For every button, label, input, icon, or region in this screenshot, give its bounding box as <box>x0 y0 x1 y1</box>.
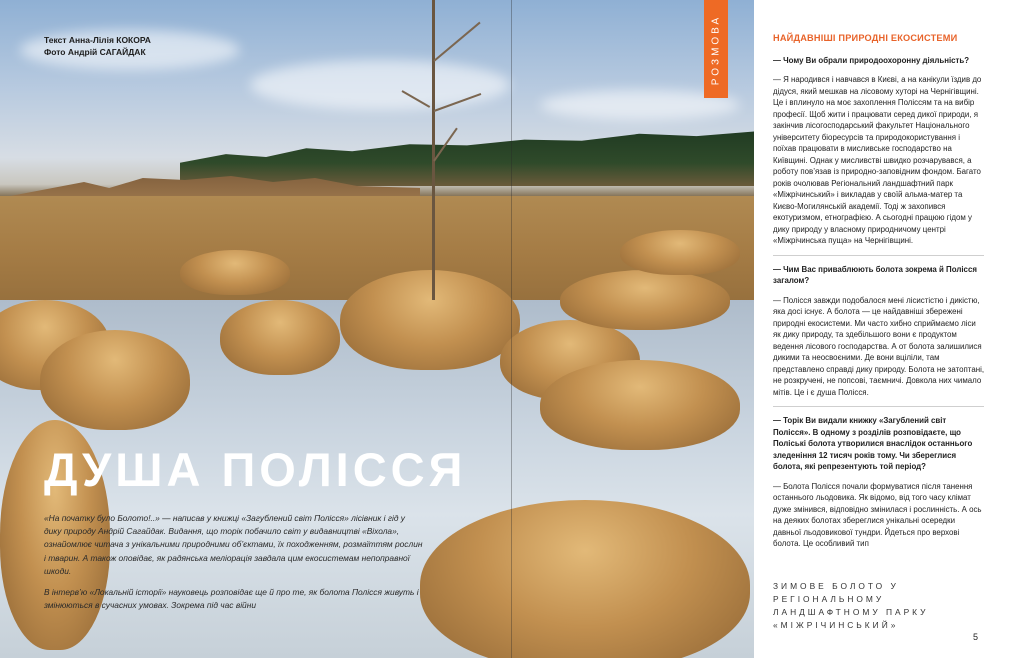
article-headline: ДУША ПОЛІССЯ <box>44 443 467 496</box>
interview-question: — Чому Ви обрали природоохоронну діяльність? <box>773 55 970 65</box>
forest-line <box>180 128 754 186</box>
section-title: НАЙДАВНІШІ ПРИРОДНІ ЕКОСИСТЕМИ <box>773 33 958 43</box>
intro-paragraph: В інтерв’ю «Локальній історії» науковець розповідає ще й про те, як болота Полісся живуть і змінюються в сучасних умовах. Зокрема під час війни <box>44 587 419 611</box>
page-gutter <box>511 0 512 658</box>
interview-column <box>773 33 984 558</box>
interview-question: — Торік Ви видали книжку «Загублений світ Полісся». В одному з розділів розповідаєте, що Поліські болота утворилися внаслідок останнього зледеніння 12 тисяч років тому. Чи збереглися болота, які репрезентують той період? <box>773 416 973 471</box>
rubric-label: РОЗМОВА <box>710 14 722 86</box>
interview-answer: — Полісся завжди подобалося мені лісистістю і дикістю, яка досі існує. А болота — це найдавніші збережені природні екосистеми. Ми часто хибно сприймаємо ліси як дику природу, та здебільшого вони є продуктом ведення лісового господарства. А от болота залишилися дикими та неосвоєними. Де вони вціліли, там представлено справді дику природу. Болота не затоптані, не розкручені, не попсові, таємничі. Довкола них чимало мітів. Це і є душа Полісся. <box>773 295 985 397</box>
page-number: 5 <box>973 632 979 642</box>
grass-tussock <box>220 300 340 375</box>
text-credit: Текст Анна-Лілія КОКОРА <box>44 35 151 45</box>
grass-tussock <box>620 230 740 275</box>
young-tree <box>432 0 435 300</box>
tree-branch <box>433 22 480 62</box>
interview-question: — Чим Вас приваблюють болота зокрема й Полісся загалом? <box>773 264 977 285</box>
photo-caption: ЗИМОВЕ БОЛОТО У РЕГІОНАЛЬНОМУ ЛАНДШАФТНОМУ ПАРКУ «МІЖРІЧИНСЬКИЙ» <box>773 581 929 630</box>
credits <box>44 34 151 58</box>
rubric-tab <box>704 0 728 98</box>
grass-tussock <box>560 270 730 330</box>
grass-tussock <box>180 250 290 295</box>
interview-answer: — Болота Полісся почали формуватися після танення останнього льодовика. Як відомо, від того часу клімат дуже змінився, відповідно змінилася і рослинність. А ось на деяких болотах збереглися унікальні осередки давньої льодовикової тундри. Йдеться про верхові болота. Це особливий тип <box>773 481 982 548</box>
grass-tussock <box>540 360 740 450</box>
grass-tussock <box>420 500 750 658</box>
grass-tussock <box>340 270 520 370</box>
divider <box>773 255 984 256</box>
photo-credit: Фото Андрій САГАЙДАК <box>44 47 146 57</box>
article-intro <box>44 512 424 620</box>
divider <box>773 406 984 407</box>
interview-answer: — Я народився і навчався в Києві, а на канікули їздив до дідуся, який мешкав на лісовому хуторі на Чернігівщині. Це і вплинуло на моє захоплення Поліссям та на вибір професії. Щоб жити і працювати серед дикої природи, я закінчив лісогосподарський факультет Національного університету біоресурсів та природокористування і поїхав працювати в мисливське господарство на Київщині. Однак у мисливстві швидко розчарувався, а роботу пов’язав із природно-заповідним фондом. Багато років очолював Регіональний ландшафтний парк «Міжрічинський» і викладав у своїй альма-матер та Києво-Могилянській академії. Тоді ж захопився екотуризмом, етнографією. А сьогодні працюю гідом у дику природу у власному природничому центрі «Міжрічинська пуща» на Чернігівщині. <box>773 75 982 245</box>
cloud <box>250 60 510 110</box>
intro-paragraph: «На початку було Болото!..» — написав у книжці «Загублений світ Полісся» лісівник і гід у дику природу Андрій Сагайдак. Видання, що торік побачило світ у видавництві «Віхола», ознайомлює читача з унікальними природними об’єктами, їх походженням, розмаїттям рослин і тварин. А також оповідає, як радянська меліорація завдала цим екосистемам непоправної шкоди. <box>44 513 423 576</box>
grass-tussock <box>40 330 190 430</box>
